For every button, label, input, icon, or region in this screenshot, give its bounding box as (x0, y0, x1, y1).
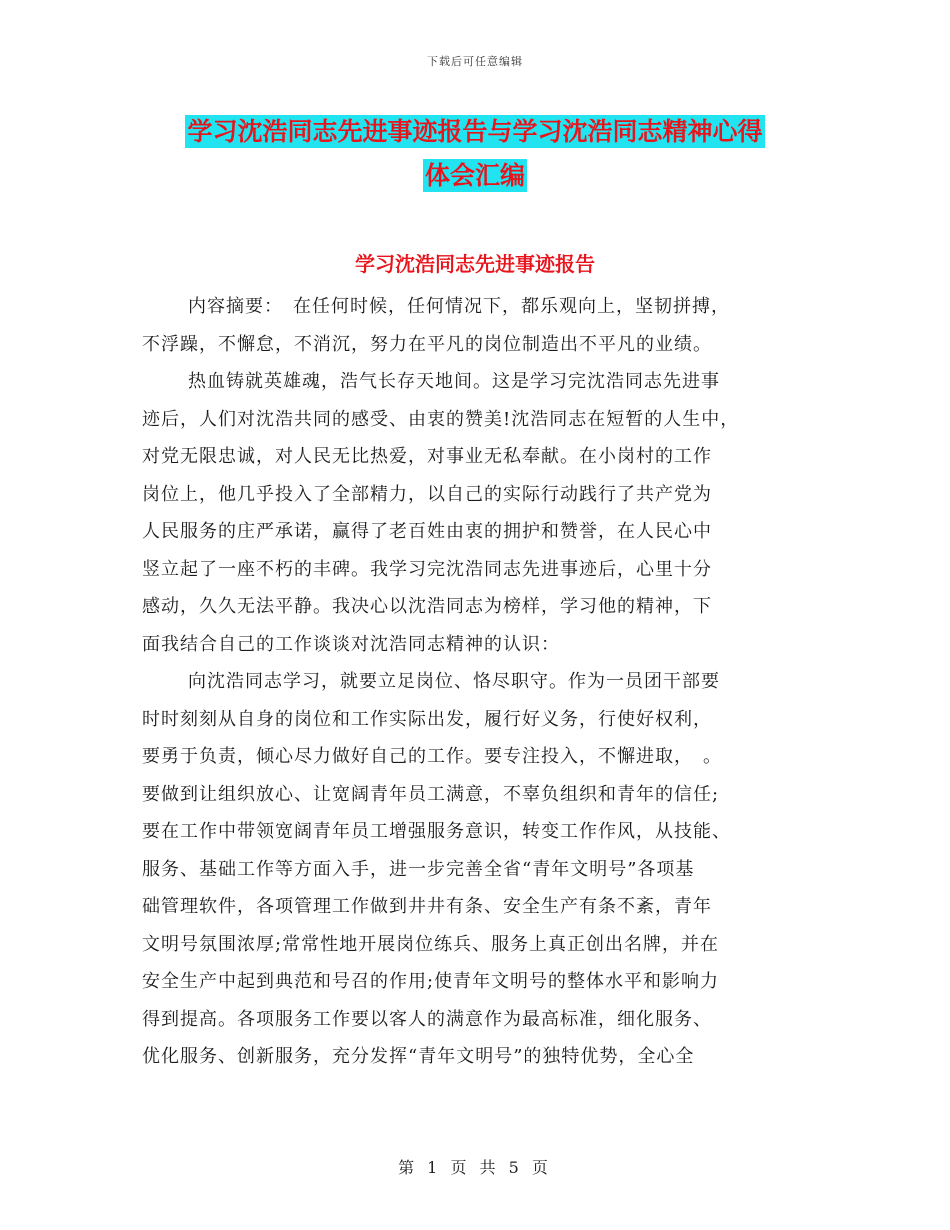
body-line: 内容摘要： 在任何时候，任何情况下，都乐观向上，坚韧拼搏， (188, 296, 730, 317)
document-title-line-1 (0, 110, 950, 154)
document-title (0, 110, 950, 198)
body-line: 服务、基础工作等方面入手，进一步完善全省“青年文明号”各项基 (142, 858, 695, 880)
body-text (142, 288, 822, 1076)
body-line: 不浮躁，不懈怠，不消沉，努力在平凡的岗位制造出不平凡的业绩。 (142, 333, 712, 355)
body-line: 文明号氛围浓厚;常常性地开展岗位练兵、服务上真正创出名牌，并在 (142, 933, 720, 955)
body-line: 面我结合自己的工作谈谈对沈浩同志精神的认识： (142, 633, 560, 655)
title-highlight-1: 学习沈浩同志先进事迹报告与学习沈浩同志精神心得 (187, 117, 763, 146)
body-line: 要做到让组织放心、让宽阔青年员工满意，不辜负组织和青年的信任; (142, 783, 720, 805)
body-line: 迹后，人们对沈浩共同的感受、由衷的赞美!沈浩同志在短暂的人生中， (142, 408, 740, 430)
body-line: 安全生产中起到典范和号召的作用;使青年文明号的整体水平和影响力 (142, 971, 720, 992)
body-line: 要勇于负责，倾心尽力做好自己的工作。要专注投入，不懈进取， 。 (142, 746, 722, 767)
title-highlight-2: 体会汇编 (424, 161, 525, 190)
body-line: 向沈浩同志学习，就要立足岗位、恪尽职守。作为一员团干部要 (188, 671, 720, 692)
body-line: 对党无限忠诚，对人民无比热爱，对事业无私奉献。在小岗村的工作 (142, 446, 712, 467)
body-line: 竖立起了一座不朽的丰碑。我学习完沈浩同志先进事迹后，心里十分 (142, 558, 712, 580)
body-line: 时时刻刻从自身的岗位和工作实际出发，履行好义务，行使好权利， (142, 708, 712, 730)
body-line: 优化服务、创新服务，充分发挥“青年文明号”的独特优势，全心全 (142, 1046, 695, 1067)
body-line: 热血铸就英雄魂，浩气长存天地间。这是学习完沈浩同志先进事 (188, 371, 720, 392)
body-line: 感动，久久无法平静。我决心以沈浩同志为榜样，学习他的精神，下 (142, 596, 712, 617)
body-line: 得到提高。各项服务工作要以客人的满意作为最高标准，细化服务、 (142, 1008, 712, 1030)
document-title-line-2 (0, 154, 950, 198)
body-line: 要在工作中带领宽阔青年员工增强服务意识，转变工作作风，从技能、 (142, 821, 731, 842)
body-line: 人民服务的庄严承诺，赢得了老百姓由衷的拥护和赞誉，在人民心中 (142, 521, 712, 542)
body-line: 础管理软件，各项管理工作做到井井有条、安全生产有条不紊，青年 (142, 896, 712, 917)
section-title: 学习沈浩同志先进事迹报告 (355, 252, 595, 276)
page-number-footer: 第 1 页 共 5 页 (398, 1158, 552, 1177)
header-note: 下载后可任意编辑 (427, 55, 523, 68)
body-line: 岗位上，他几乎投入了全部精力，以自己的实际行动践行了共产党为 (142, 483, 712, 505)
